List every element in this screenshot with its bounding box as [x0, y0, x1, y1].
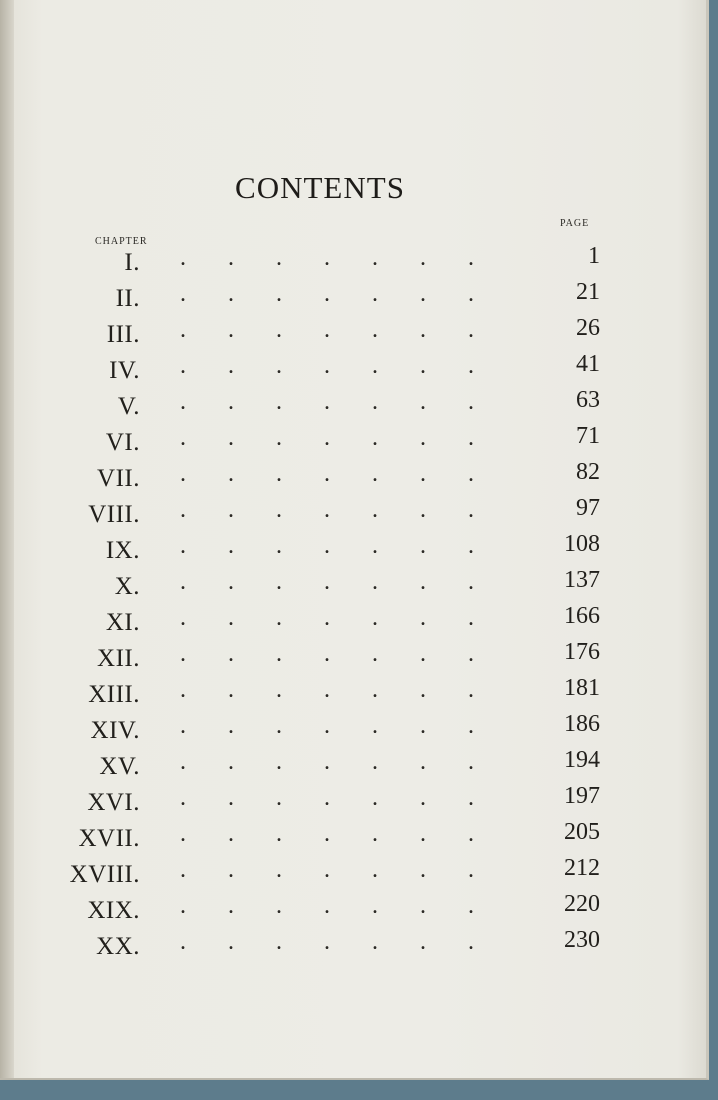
dot-leader: . . . . . . . — [180, 605, 474, 631]
chapter-number: XVI. — [87, 789, 140, 816]
chapter-column-header: CHAPTER — [95, 236, 148, 247]
dot-leader: . . . . . . . — [180, 677, 474, 703]
page-number: 63 — [576, 387, 600, 413]
chapter-number: XVIII. — [69, 861, 140, 888]
page-number: 71 — [576, 423, 600, 449]
dot-leader: . . . . . . . — [180, 461, 474, 487]
page-number: 194 — [564, 747, 600, 773]
page-number: 230 — [564, 927, 600, 953]
chapter-number: XVII. — [78, 825, 140, 852]
page-number: 186 — [564, 711, 600, 737]
toc-row — [0, 279, 700, 314]
dot-leader: . . . . . . . — [180, 245, 474, 271]
toc-row — [0, 495, 700, 530]
toc-row — [0, 639, 700, 674]
toc-row — [0, 927, 700, 962]
chapter-number: VIII. — [88, 501, 140, 528]
dot-leader: . . . . . . . — [180, 497, 474, 523]
dot-leader: . . . . . . . — [180, 857, 474, 883]
dot-leader: . . . . . . . — [180, 821, 474, 847]
chapter-number: XII. — [97, 645, 140, 672]
page-number: 212 — [564, 855, 600, 881]
page-number: 26 — [576, 315, 600, 341]
chapter-number: XV. — [99, 753, 140, 780]
toc-row — [0, 315, 700, 350]
dot-leader: . . . . . . . — [180, 713, 474, 739]
dot-leader: . . . . . . . — [180, 785, 474, 811]
chapter-number: III. — [106, 321, 140, 348]
chapter-number: XIII. — [88, 681, 140, 708]
dot-leader: . . . . . . . — [180, 353, 474, 379]
dot-leader: . . . . . . . — [180, 281, 474, 307]
chapter-number: IV. — [109, 357, 140, 384]
dot-leader: . . . . . . . — [180, 533, 474, 559]
toc-row — [0, 459, 700, 494]
toc-row — [0, 855, 700, 890]
page-number: 82 — [576, 459, 600, 485]
toc-row — [0, 243, 700, 278]
dot-leader: . . . . . . . — [180, 569, 474, 595]
chapter-number: I. — [124, 249, 140, 276]
toc-row — [0, 387, 700, 422]
page-number: 166 — [564, 603, 600, 629]
page-number: 197 — [564, 783, 600, 809]
page-number: 205 — [564, 819, 600, 845]
toc-row — [0, 531, 700, 566]
toc-row — [0, 675, 700, 710]
toc-row — [0, 423, 700, 458]
dot-leader: . . . . . . . — [180, 317, 474, 343]
dot-leader: . . . . . . . — [180, 389, 474, 415]
page-column-header: PAGE — [560, 218, 590, 229]
toc-row — [0, 711, 700, 746]
page-number: 97 — [576, 495, 600, 521]
toc-row — [0, 567, 700, 602]
chapter-number: XI. — [105, 609, 140, 636]
page-number: 137 — [564, 567, 600, 593]
chapter-number: X. — [114, 573, 140, 600]
page-number: 181 — [564, 675, 600, 701]
dot-leader: . . . . . . . — [180, 641, 474, 667]
page-number: 21 — [576, 279, 600, 305]
dot-leader: . . . . . . . — [180, 749, 474, 775]
page-number: 220 — [564, 891, 600, 917]
page-number: 176 — [564, 639, 600, 665]
page-title: CONTENTS — [235, 170, 405, 205]
chapter-number: XIX. — [87, 897, 140, 924]
toc-row — [0, 891, 700, 926]
toc-row — [0, 819, 700, 854]
toc-row — [0, 603, 700, 638]
chapter-number: V. — [117, 393, 140, 420]
dot-leader: . . . . . . . — [180, 893, 474, 919]
chapter-number: VI. — [105, 429, 140, 456]
chapter-number: XX. — [96, 933, 140, 960]
toc-row — [0, 747, 700, 782]
toc-row — [0, 351, 700, 386]
chapter-number: II. — [115, 285, 140, 312]
chapter-number: IX. — [105, 537, 140, 564]
chapter-number: VII. — [97, 465, 140, 492]
dot-leader: . . . . . . . — [180, 929, 474, 955]
page-number: 108 — [564, 531, 600, 557]
page-number: 1 — [588, 243, 600, 269]
dot-leader: . . . . . . . — [180, 425, 474, 451]
chapter-number: XIV. — [90, 717, 140, 744]
page-number: 41 — [576, 351, 600, 377]
toc-row — [0, 783, 700, 818]
